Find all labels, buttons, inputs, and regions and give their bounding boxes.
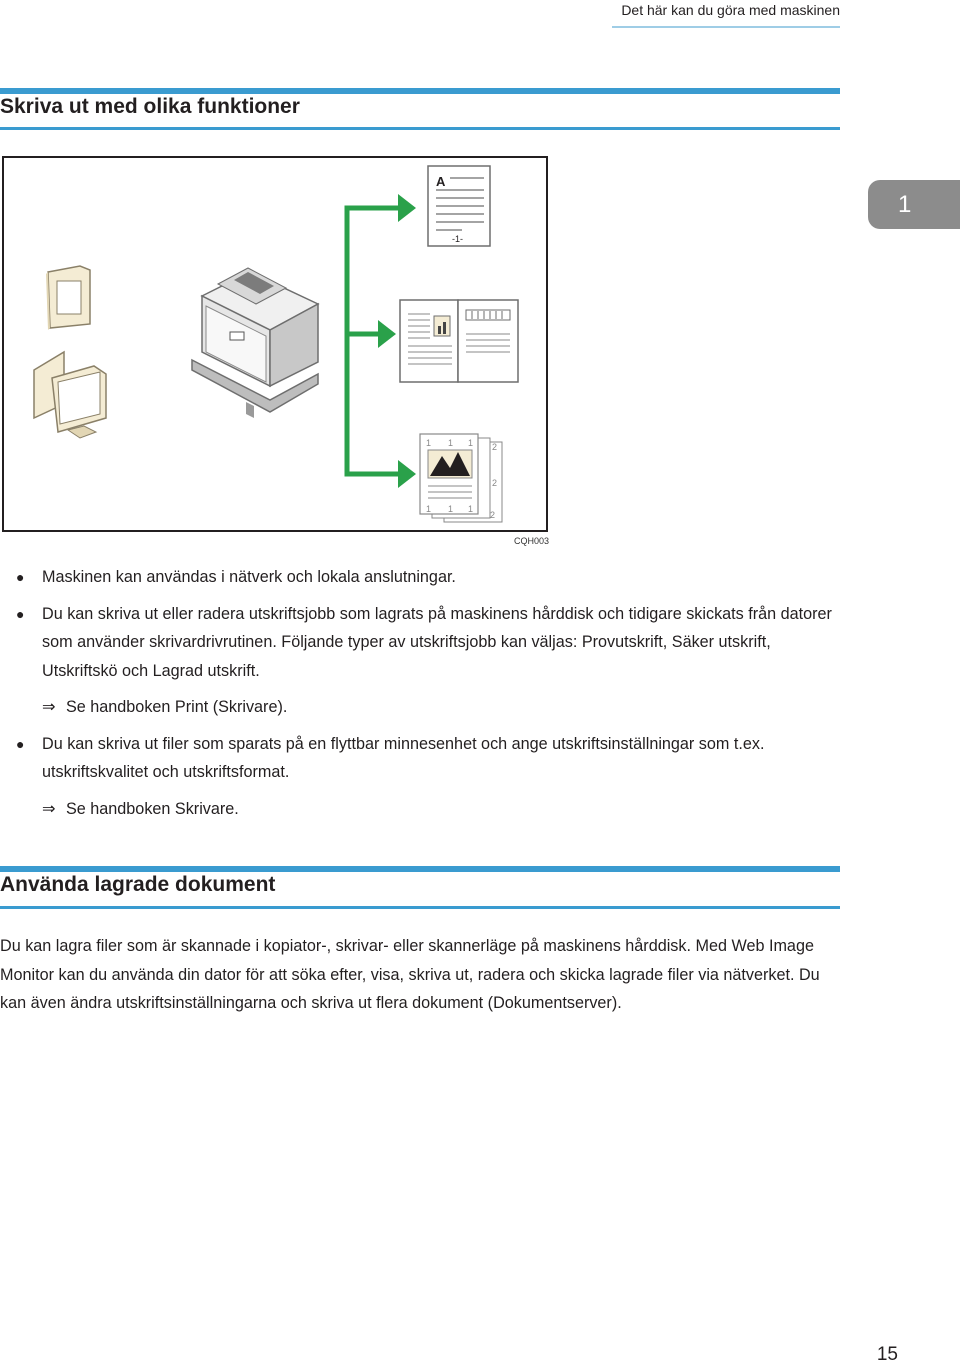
reference-link[interactable]: ⇒ Se handboken Print (Skrivare). — [0, 693, 840, 722]
section-top-rule — [0, 88, 840, 94]
copy-digit: 1 — [468, 438, 474, 448]
copy-digit: 1 — [426, 438, 432, 448]
chapter-tab: 1 — [868, 180, 960, 229]
copy-digit: 2 — [492, 478, 498, 488]
list-item: ● Du kan skriva ut eller radera utskriftsjobb som lagrats på maskinens hårddisk och tidigare skickats från datorer som använder skrivardrivrutinen. Följande typer av utskriftsjobb kan väljas: Provutskrift, Säker utskrift, Utskriftskö och Lagrad utskrift. — [0, 600, 840, 686]
copy-digit: 1 — [448, 504, 454, 514]
section-title: Använda lagrade dokument — [0, 873, 276, 896]
arrow-icon: ⇒ — [42, 698, 56, 716]
copy-digit: 2 — [492, 442, 498, 452]
copy-digit: 1 — [448, 438, 454, 448]
copies-icon — [420, 434, 502, 522]
bullet-icon: ● — [16, 735, 25, 752]
copy-digit: 1 — [426, 504, 432, 514]
list-item: ● Du kan skriva ut filer som sparats på en flyttbar minnesenhet och ange utskriftsinställningar som t.ex. utskriftskvalitet och utskriftsformat. — [0, 730, 840, 787]
reference-link[interactable]: ⇒ Se handboken Skrivare. — [0, 795, 840, 824]
arrow-icon: ⇒ — [42, 799, 56, 818]
feature-list — [0, 563, 840, 823]
section-top-rule — [0, 866, 840, 872]
page-label: -1- — [452, 234, 463, 244]
printing-illustration — [2, 156, 548, 532]
section-bottom-rule — [0, 906, 840, 909]
copy-digit: 2 — [490, 510, 496, 520]
figure-code: CQH003 — [514, 536, 550, 546]
page-a-icon — [428, 166, 490, 246]
bullet-icon: ● — [16, 605, 25, 622]
section-title: Skriva ut med olika funktioner — [0, 95, 300, 118]
header-rule — [612, 26, 840, 28]
sd-card-icon — [46, 266, 90, 330]
page-number: 15 — [876, 1344, 898, 1365]
paragraph: Du kan lagra filer som är skannade i kopiator-, skrivar- eller skannerläge på maskinens hårddisk. Med Web Image Monitor kan du använda din dator för att söka efter, visa, skriva ut, radera och skicka lagrade filer via nätverket. Du kan även ändra utskriftsinställningarna och skriva ut flera dokument (Dokumentserver). — [0, 937, 820, 1012]
page-letter: A — [436, 174, 446, 189]
bullet-icon: ● — [16, 569, 25, 585]
copy-digit: 1 — [468, 504, 474, 514]
section-bottom-rule — [0, 127, 840, 130]
list-item: ● Maskinen kan användas i nätverk och lokala anslutningar. — [0, 563, 840, 592]
running-header: Det här kan du göra med maskinen — [621, 2, 840, 18]
booklet-icon — [400, 300, 518, 382]
